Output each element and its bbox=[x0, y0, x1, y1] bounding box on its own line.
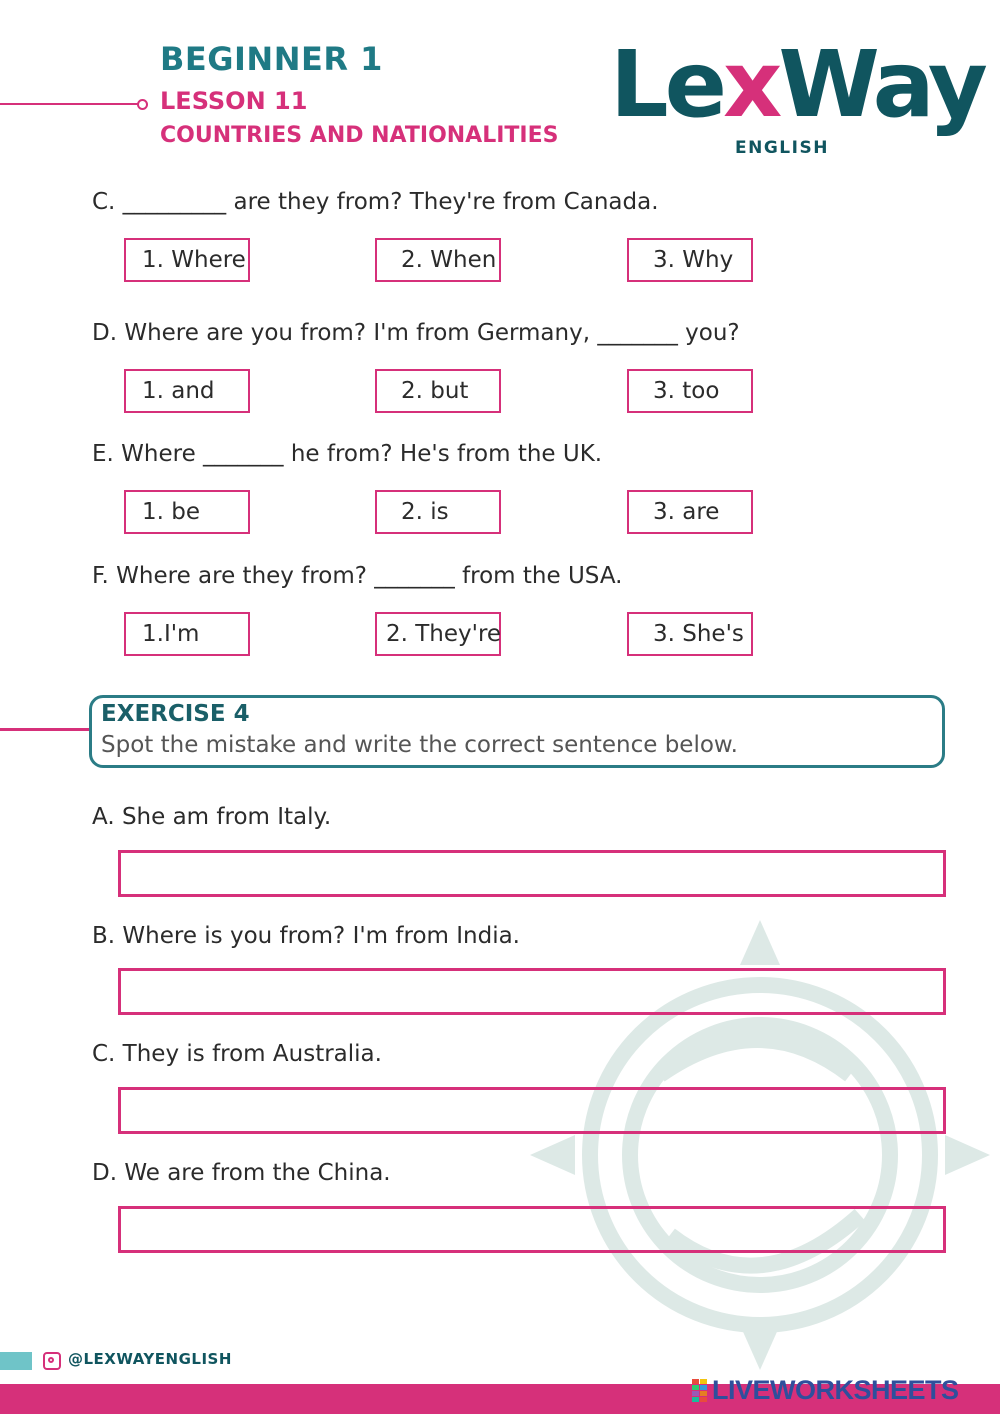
sentence-b: B. Where is you from? I'm from India. bbox=[92, 923, 520, 949]
logo-text-start: Le bbox=[610, 31, 724, 138]
question-c: C. _________ are they from? They're from Canada. bbox=[92, 189, 659, 215]
question-e: E. Where _______ he from? He's from the UK. bbox=[92, 441, 603, 467]
option-button[interactable]: 2. They're bbox=[375, 612, 501, 656]
logo-text-x: x bbox=[723, 31, 779, 138]
sentence-a: A. She am from Italy. bbox=[92, 804, 332, 830]
logo-text-end: Way bbox=[778, 31, 984, 138]
level-title: BEGINNER 1 bbox=[160, 40, 383, 78]
option-button[interactable]: 2. is bbox=[375, 490, 501, 534]
exercise-accent-line bbox=[0, 728, 92, 731]
option-button[interactable]: 2. When bbox=[375, 238, 501, 282]
option-button[interactable]: 2. but bbox=[375, 369, 501, 413]
lesson-number: LESSON 11 bbox=[160, 87, 308, 115]
liveworksheets-brand: LIVEWORKSHEETS bbox=[712, 1375, 959, 1405]
header-accent-line bbox=[0, 103, 138, 105]
option-button[interactable]: 3. too bbox=[627, 369, 753, 413]
answer-field-a[interactable] bbox=[118, 850, 946, 897]
sentence-c: C. They is from Australia. bbox=[92, 1041, 382, 1067]
option-button[interactable]: 1. be bbox=[124, 490, 250, 534]
logo-wordmark bbox=[610, 30, 984, 140]
option-button[interactable]: 3. She's bbox=[627, 612, 753, 656]
exercise-title: EXERCISE 4 bbox=[101, 701, 250, 727]
lexway-logo bbox=[610, 30, 984, 160]
option-button[interactable]: 1. and bbox=[124, 369, 250, 413]
option-button[interactable]: 1. Where bbox=[124, 238, 250, 282]
instagram-icon bbox=[43, 1352, 61, 1370]
liveworksheets-logo-icon bbox=[692, 1379, 708, 1403]
answer-field-d[interactable] bbox=[118, 1206, 946, 1253]
answer-field-c[interactable] bbox=[118, 1087, 946, 1134]
sentence-d: D. We are from the China. bbox=[92, 1160, 391, 1186]
footer-teal-block bbox=[0, 1352, 32, 1370]
option-button[interactable]: 3. are bbox=[627, 490, 753, 534]
question-d: D. Where are you from? I'm from Germany, _______ you? bbox=[92, 320, 740, 346]
exercise-instruction: Spot the mistake and write the correct sentence below. bbox=[101, 732, 738, 758]
option-button[interactable]: 1.I'm bbox=[124, 612, 250, 656]
answer-field-b[interactable] bbox=[118, 968, 946, 1015]
social-handle: @LEXWAYENGLISH bbox=[68, 1350, 232, 1368]
option-button[interactable]: 3. Why bbox=[627, 238, 753, 282]
lesson-topic: COUNTRIES AND NATIONALITIES bbox=[160, 123, 559, 148]
question-f: F. Where are they from? _______ from the USA. bbox=[92, 563, 623, 589]
logo-subtitle: ENGLISH bbox=[735, 138, 829, 158]
header-accent-dot bbox=[137, 99, 148, 110]
